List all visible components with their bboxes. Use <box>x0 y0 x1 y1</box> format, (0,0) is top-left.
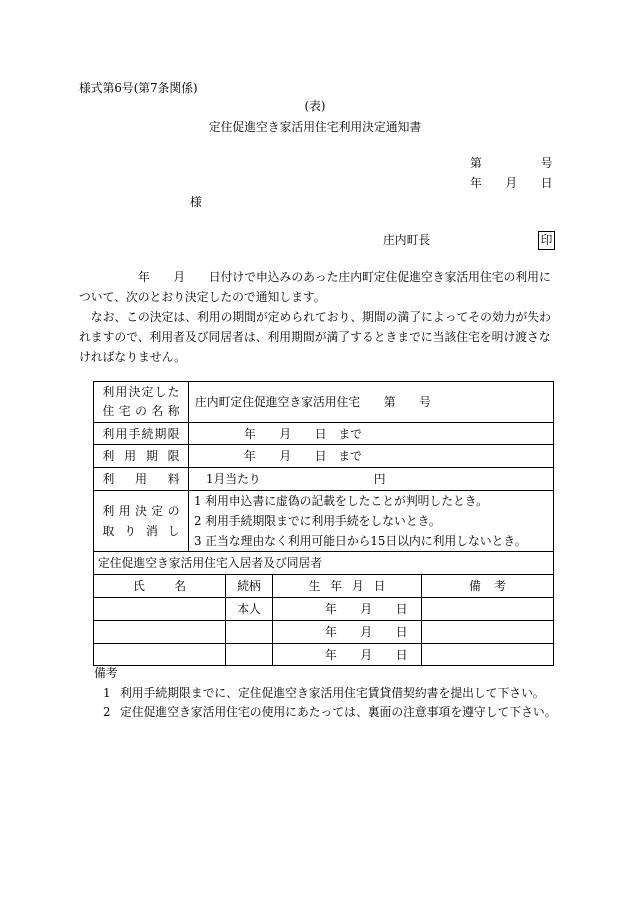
occupant-name-cell <box>94 621 226 644</box>
column-header-remarks-cell <box>422 575 554 598</box>
reason-text: 正当な理由なく利用可能日から15日以内に利用しないとき。 <box>205 534 527 548</box>
seal-mark: 印 <box>538 231 555 250</box>
document-number: 第 号 <box>470 156 553 170</box>
occupant-row <box>94 644 554 666</box>
cancellation-reasons <box>189 491 554 552</box>
occupant-remarks-cell <box>422 644 554 666</box>
reason-text: 利用申込書に虚偽の記載をしたことが判明したとき。 <box>205 494 488 508</box>
procedure-deadline-label: 利 用 手 続 期 限 <box>102 426 180 441</box>
cancellation-reason <box>194 511 553 531</box>
reason-number: 2 <box>194 514 202 528</box>
use-period-value: 年 月 日 まで <box>189 445 554 468</box>
notes-heading: 備考 <box>94 666 118 680</box>
document-title: 定住促進空き家活用住宅利用決定通知書 <box>208 120 422 134</box>
row-occupants-heading <box>94 552 554 575</box>
rent-label-cell <box>94 468 189 491</box>
housing-name-label-line: 利 用 決 定 し た <box>102 385 180 399</box>
note-text: 利用手続期限までに、定住促進空き家活用住宅賃貸借契約書を提出して下さい。 <box>120 686 545 700</box>
rent-unit: 円 <box>373 472 386 486</box>
occupants-heading: 定住促進空き家活用住宅入居者及び同居者 <box>94 552 554 575</box>
rent-value-cell <box>189 468 554 491</box>
occupant-row <box>94 598 554 621</box>
notice-body-line: れますので、利用者及び同居者は、利用期間が満了するときまでに当該住宅を明け渡さな <box>79 330 551 344</box>
occupant-name-cell <box>94 598 226 621</box>
cancellation-reason <box>194 491 553 511</box>
row-procedure-deadline <box>94 423 554 445</box>
row-cancellation <box>94 491 554 552</box>
column-header-name-cell <box>94 575 226 598</box>
reason-text: 利用手続期限までに利用手続をしないとき。 <box>205 514 441 528</box>
housing-name-label-cell <box>94 382 189 423</box>
note-number: 2 <box>103 705 111 719</box>
procedure-deadline-value: 年 月 日 まで <box>189 423 554 445</box>
form-number: 様式第6号(第7条関係) <box>79 81 198 95</box>
notice-body <box>79 267 555 367</box>
occupant-relation-cell <box>226 644 273 666</box>
column-header-birthdate: 生 年 月 日 <box>308 579 386 593</box>
rent-label: 利 用 料 <box>102 472 180 486</box>
addressee-honorific: 様 <box>190 195 202 209</box>
notice-body-line: 年 月 日付けで申込みのあった庄内町定住促進空き家活用住宅の利用に <box>79 270 551 284</box>
notice-body-line: なお、この決定は、利用の期間が定められており、期間の満了によってその効力が失わ <box>79 310 551 324</box>
cancellation-reason <box>194 531 553 551</box>
column-header-relation: 続柄 <box>226 575 273 598</box>
issue-date: 年 月 日 <box>470 176 553 190</box>
note-item <box>103 705 557 719</box>
column-header-name: 氏 名 <box>133 579 186 593</box>
occupant-birthdate: 年 月 日 <box>273 598 422 621</box>
use-period-label-cell <box>94 445 189 468</box>
occupant-remarks-cell <box>422 598 554 621</box>
row-use-period <box>94 445 554 468</box>
housing-name-value: 庄内町定住促進空き家活用住宅 第 号 <box>189 382 554 423</box>
occupant-row <box>94 621 554 644</box>
occupant-remarks-cell <box>422 621 554 644</box>
reason-number: 3 <box>194 534 202 548</box>
occupant-birthdate: 年 月 日 <box>273 621 422 644</box>
reason-number: 1 <box>194 494 202 508</box>
cancellation-label-line: 取 り 消 し <box>102 524 180 538</box>
decision-table <box>93 381 554 666</box>
cancellation-label-cell <box>94 491 189 552</box>
note-text: 定住促進空き家活用住宅の使用にあたっては、裏面の注意事項を遵守して下さい。 <box>120 705 557 719</box>
use-period-label: 利 用 期 限 <box>102 449 180 463</box>
procedure-deadline-label-cell <box>94 423 189 445</box>
notice-body-line: ついて、次のとおり決定したので通知します。 <box>79 290 326 304</box>
row-rent <box>94 468 554 491</box>
note-number: 1 <box>103 686 111 700</box>
row-housing-name <box>94 382 554 423</box>
issuer-name: 庄内町長 <box>383 233 431 247</box>
cancellation-label-line: 利 用 決 定 の <box>102 504 180 518</box>
column-header-remarks: 備 考 <box>469 579 506 593</box>
rent-prefix: 1月当たり <box>206 472 261 486</box>
occupant-birthdate: 年 月 日 <box>273 644 422 666</box>
occupant-relation: 本人 <box>226 598 273 621</box>
notice-body-line: ければなりません。 <box>79 350 186 364</box>
note-item <box>103 686 545 700</box>
occupants-header-row <box>94 575 554 598</box>
occupant-relation-cell <box>226 621 273 644</box>
housing-name-label-line: 住 宅 の 名 称 <box>102 404 180 418</box>
occupant-name-cell <box>94 644 226 666</box>
side-indicator: (表) <box>304 99 326 113</box>
column-header-birthdate-cell <box>273 575 422 598</box>
